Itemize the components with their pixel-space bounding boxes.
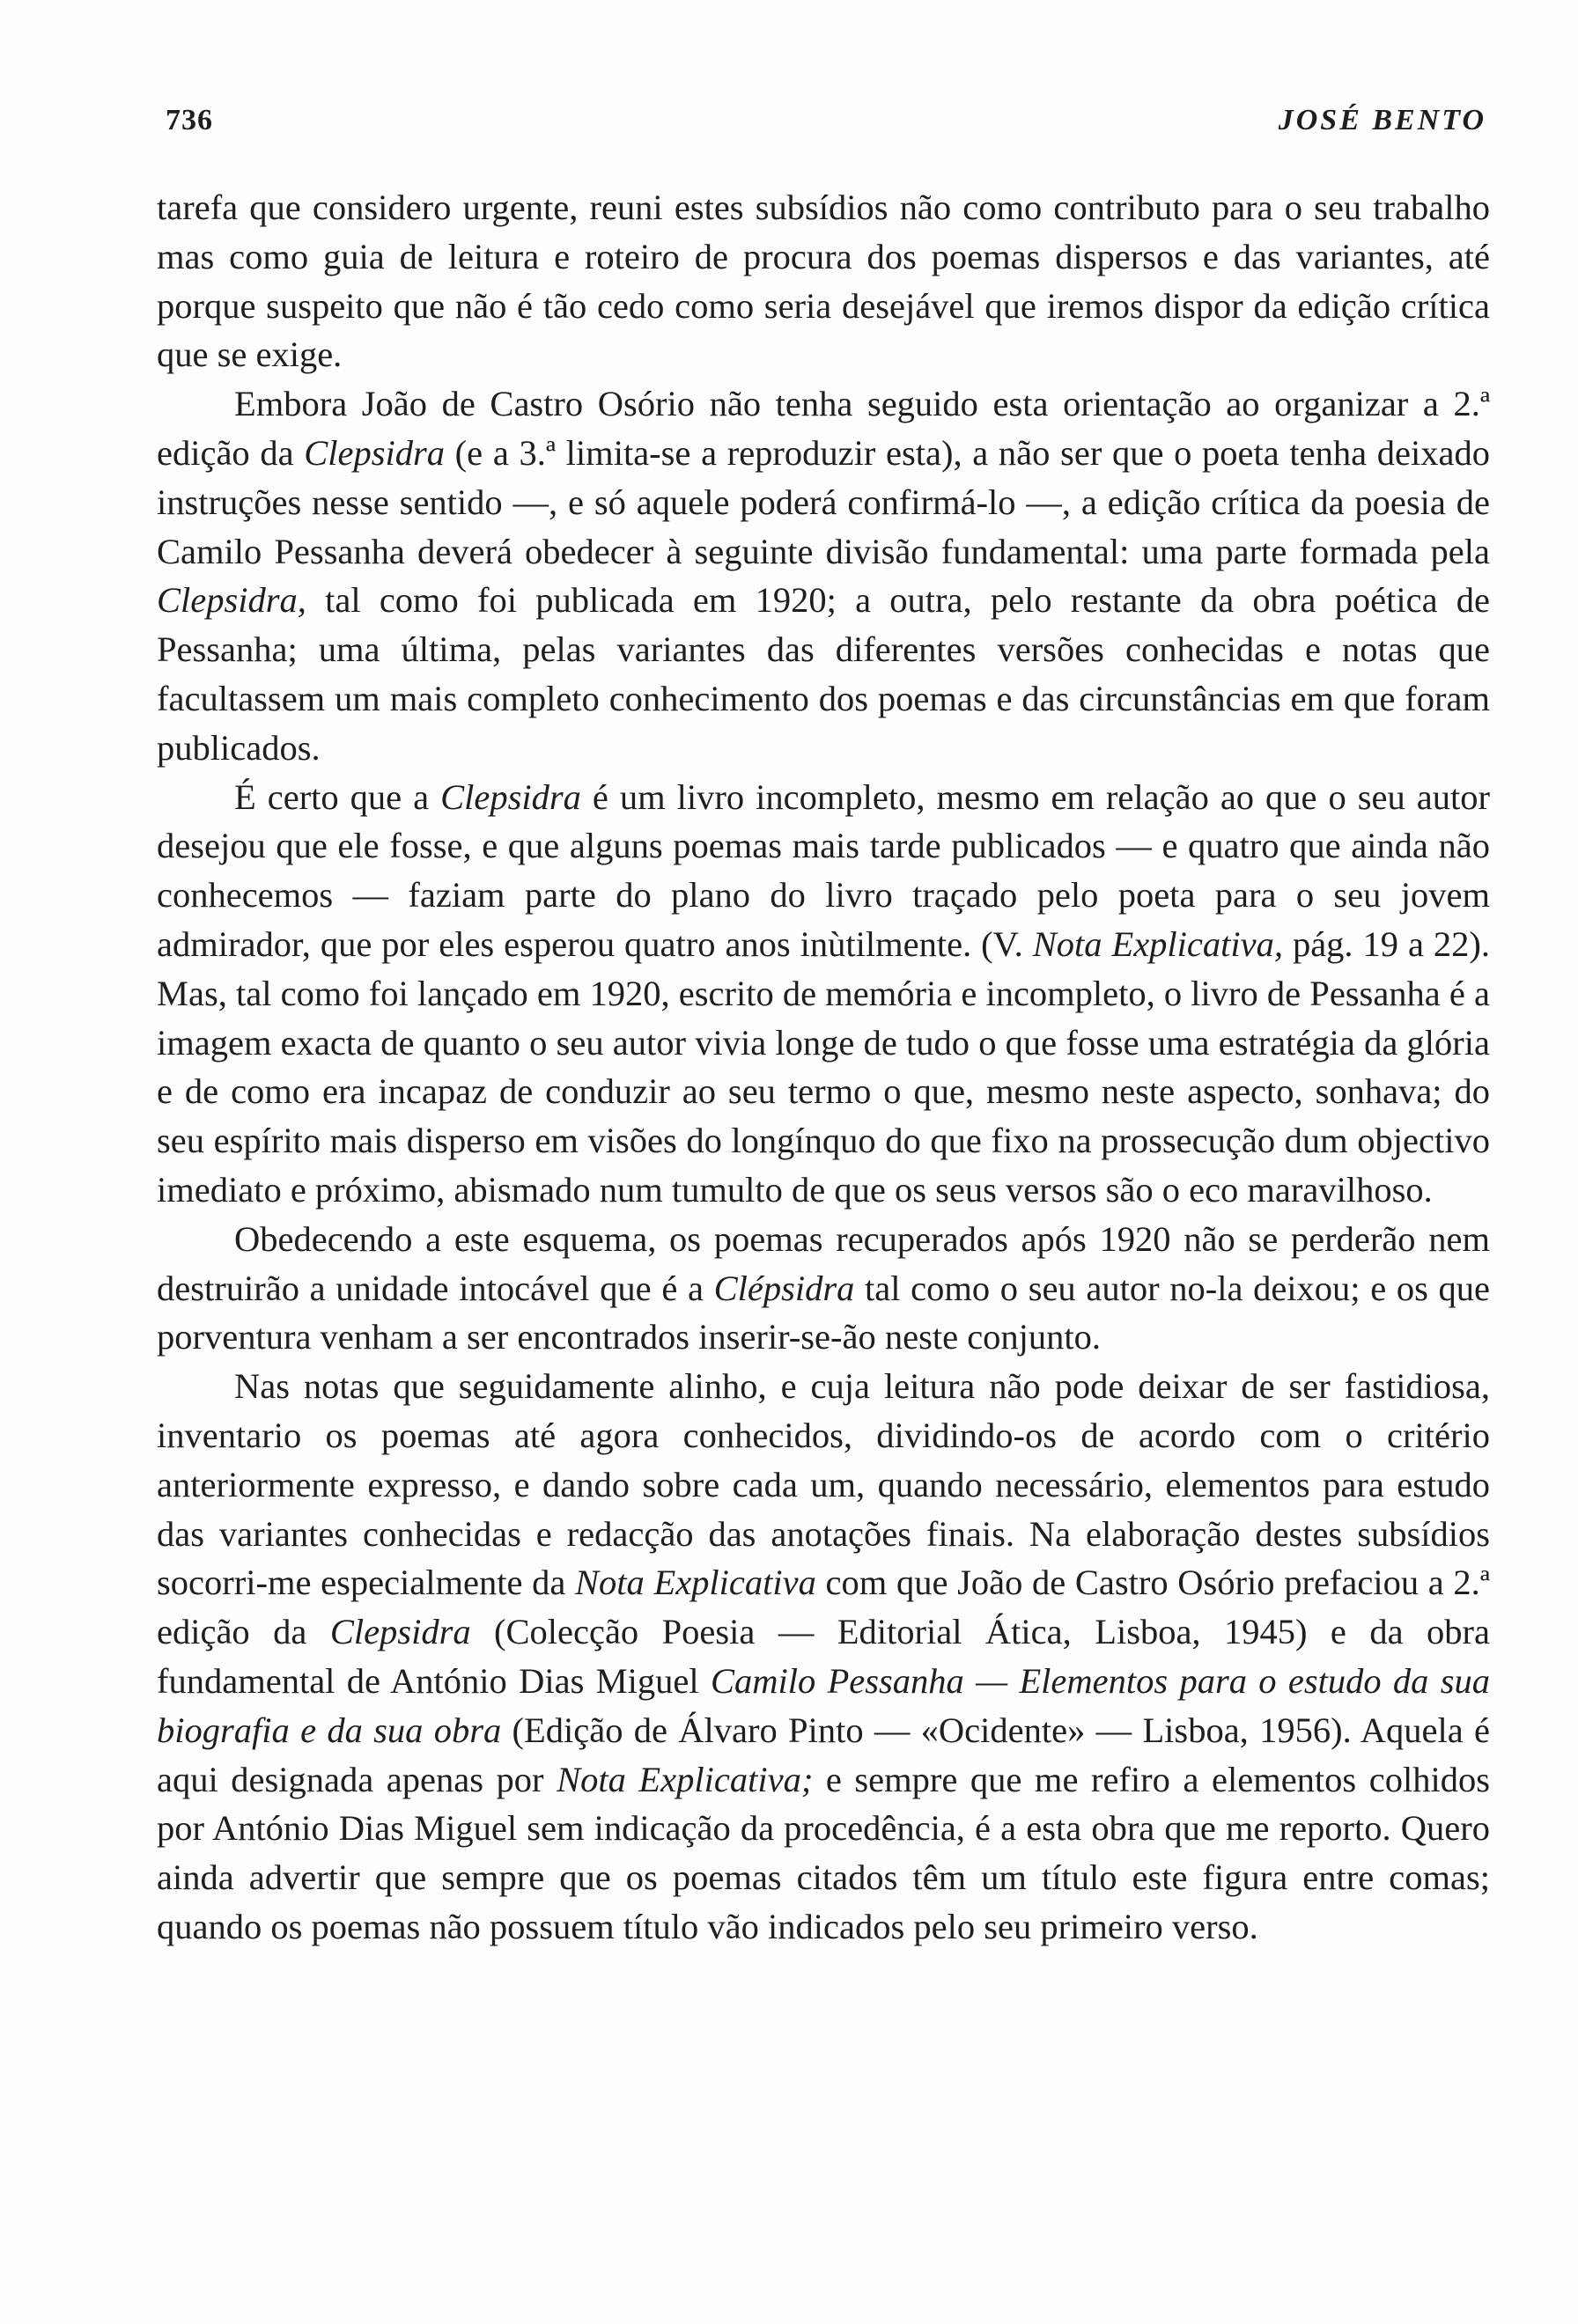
- text-run: (e a 3.ª limita-se a reproduzir esta), a não ser que o poeta tenha deixado instruções nesse sentido —, e só aquele poderá confirmá-lo —, a edição crítica da poesia de Camilo Pessanha deverá obedecer à seguinte divisão fundamental: uma parte formada pela: [157, 432, 1490, 571]
- text-run: (Edição de Álvaro Pinto — «Ocidente» — Lisboa, 1956). Aquela é aqui designada apenas por: [157, 1710, 1491, 1799]
- italic-text: Nota Explicativa: [575, 1563, 816, 1603]
- text-run: tal como o seu autor no-la deixou; e os que porventura venham a ser encontrados inserir-se-ão neste conjunto.: [157, 1268, 1490, 1357]
- italic-text: Clepsidra,: [157, 580, 306, 621]
- text-run: é um livro incompleto, mesmo em relação ao que o seu autor desejou que ele fosse, e que alguns poemas mais tarde publicados — e quatro que ainda não conhecemos — faziam parte do plano do livro traçado pelo poeta para o seu jovem admirador, que por eles esperou quatro anos inùtilmente. (V.: [157, 776, 1490, 964]
- italic-text: Clepsidra: [329, 1612, 471, 1652]
- running-head: JOSÉ BENTO: [1278, 104, 1486, 136]
- paragraph: [157, 183, 1490, 379]
- italic-text: Clepsidra: [440, 776, 581, 817]
- text-run: tarefa que considero urgente, reuni estes subsídios não como contributo para o seu trabalho mas como guia de leitura e roteiro de procura dos poemas dispersos e das variantes, até porque suspeito que não é tão cedo como seria desejável que iremos dispor da edição crítica que se exige.: [157, 188, 1490, 375]
- italic-text: Clépsidra: [713, 1268, 855, 1308]
- paragraph: [157, 1215, 1490, 1362]
- text-run: e sempre que me refiro a elementos colhidos por António Dias Miguel sem indicação da procedência, é a esta obra que me reporto. Quero ainda advertir que sempre que os poemas citados têm um título este figura entre comas; quando os poemas não possuem título vão indicados pelo seu primeiro verso.: [157, 1759, 1490, 1946]
- body-text: [157, 183, 1490, 1952]
- italic-text: Camilo Pessanha — Elementos para o estudo da sua biografia e da sua obra: [157, 1660, 1490, 1750]
- text-run: (Colecção Poesia — Editorial Ática, Lisboa, 1945) e da obra fundamental de António Dias Miguel: [157, 1612, 1490, 1701]
- text-run: com que João de Castro Osório prefaciou a 2.ª edição da: [157, 1563, 1490, 1652]
- paragraph: [157, 379, 1490, 772]
- italic-text: Nota Explicativa;: [557, 1759, 814, 1799]
- text-run: tal como foi publicada em 1920; a outra, pelo restante da obra poética de Pessanha; uma última, pelas variantes das diferentes versões conhecidas e notas que facultassem um mais completo conhecimento dos poemas e das circunstâncias em que foram publicados.: [157, 580, 1490, 768]
- text-run: Nas notas que seguidamente alinho, e cuja leitura não pode deixar de ser fastidiosa, inventario os poemas até agora conhecidos, dividindo-os de acordo com o critério anteriormente expresso, e dando sobre cada um, quando necessário, elementos para estudo das variantes conhecidas e redacção das anotações finais. Na elaboração destes subsídios socorri-me especialmente da: [157, 1366, 1490, 1603]
- text-run: Obedecendo a este esquema, os poemas recuperados após 1920 não se perderão nem destruirão a unidade intocável que é a: [157, 1218, 1490, 1308]
- paragraph: [157, 1362, 1490, 1952]
- text-run: pág. 19 a 22). Mas, tal como foi lançado em 1920, escrito de memória e incompleto, o livro de Pessanha é a imagem exacta de quanto o seu autor vivia longe de tudo o que fosse uma estratégia da glória e de como era incapaz de conduzir ao seu termo o que, mesmo neste aspecto, sonhava; do seu espírito mais disperso em visões do longínquo do que fixo na prossecução dum objectivo imediato e próximo, abismado num tumulto de que os seus versos são o eco maravilhoso.: [157, 923, 1490, 1210]
- italic-text: Clepsidra: [304, 432, 446, 473]
- paragraph: [157, 773, 1490, 1215]
- page-header: [166, 104, 1486, 157]
- text-run: Embora João de Castro Osório não tenha seguido esta orientação ao organizar a 2.ª edição da: [157, 384, 1490, 473]
- italic-text: Nota Explicativa,: [1032, 923, 1284, 964]
- page-number: 736: [166, 104, 213, 136]
- text-run: É certo que a: [234, 776, 441, 817]
